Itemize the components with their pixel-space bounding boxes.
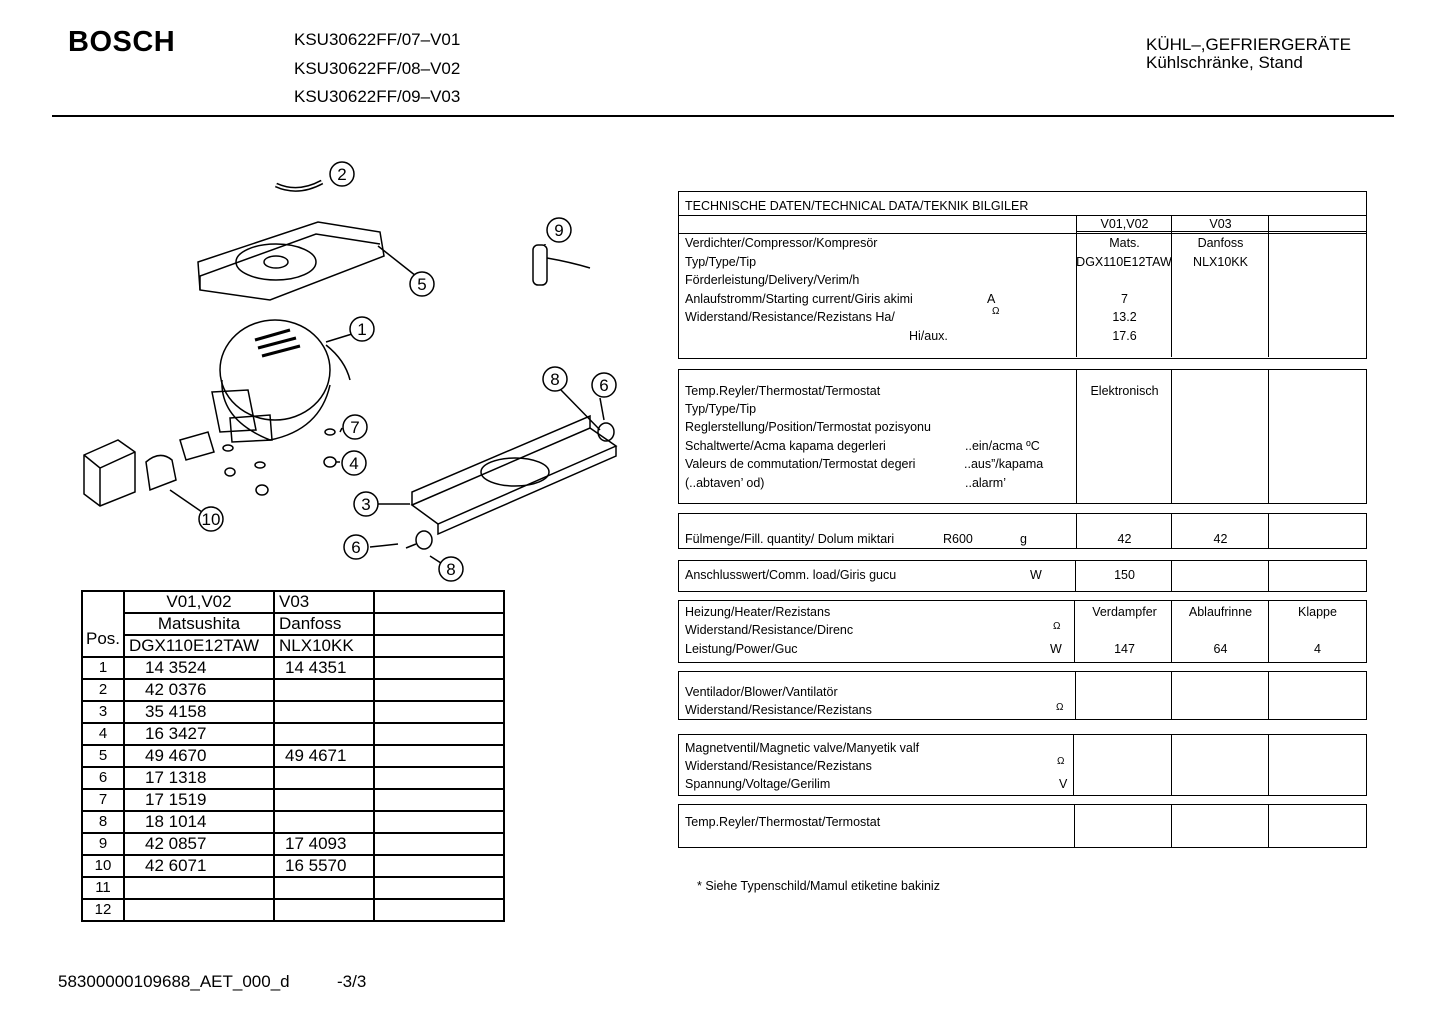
heater-power-unit: W: [1050, 642, 1062, 656]
fill-unit: g: [1020, 532, 1027, 546]
heater-label: Heizung/Heater/Rezistans: [685, 605, 831, 619]
aux-label: Hi/aux.: [909, 329, 948, 343]
callout-8b: 8: [446, 560, 456, 579]
callout-9: 9: [554, 221, 564, 240]
pos-header: Pos.: [82, 591, 124, 657]
heater-resistance-unit: Ω: [1053, 621, 1061, 632]
document-id: 58300000109688_AET_000_d: [58, 972, 290, 991]
exploded-parts-diagram: [60, 150, 660, 590]
valve-voltage-unit: V: [1059, 777, 1068, 791]
category-subtitle: Kühlschränke, Stand: [1146, 53, 1303, 72]
switch-on-label: ..ein/acma ºC: [965, 439, 1040, 453]
category-title: KÜHL–,GEFRIERGERÄTE: [1146, 35, 1351, 54]
delivery-label: Förderleistung/Delivery/Verim/h: [685, 273, 860, 287]
blower-resistance-label: Widerstand/Resistance/Rezistans: [685, 703, 872, 717]
fill-label: Fülmenge/Fill. quantity/ Dolum miktari: [685, 532, 895, 546]
valve-resistance-unit: Ω: [1057, 756, 1065, 767]
value: 147: [1114, 642, 1135, 656]
heater-power-label: Leistung/Power/Guc: [685, 642, 798, 656]
model-line-2: KSU30622FF/08–V02: [294, 59, 461, 78]
alarm-label: ..alarm’: [965, 476, 1006, 490]
value: DGX110E12TAW: [1076, 255, 1172, 269]
defrost-label: (..abtaven’ od): [685, 476, 765, 490]
load-label: Anschlusswert/Comm. load/Giris gucu: [685, 568, 897, 582]
switch-values-label: Schaltwerte/Acma kapama degerleri: [685, 439, 886, 453]
valve-resistance-label: Widerstand/Resistance/Rezistans: [685, 759, 872, 773]
brand-logo: BOSCH: [68, 26, 176, 58]
heater-col-drain: Ablaufrinne: [1188, 605, 1253, 619]
value: Danfoss: [1197, 236, 1244, 250]
parts-table: [81, 590, 505, 922]
table-row: 10 42 6071 16 5570: [82, 855, 504, 877]
table-row: 8 18 1014: [82, 811, 504, 833]
valve-label: Magnetventil/Magnetic valve/Manyetik valf: [685, 741, 920, 755]
thermostat-type-label: Typ/Type/Tip: [685, 402, 757, 416]
col2-manufacturer: Danfoss: [274, 613, 374, 635]
callout-6b: 6: [351, 538, 361, 557]
callout-4: 4: [349, 454, 359, 473]
table-row: 2 42 0376: [82, 679, 504, 701]
thermostat2-label: Temp.Reyler/Thermostat/Termostat: [685, 815, 881, 829]
thermostat-label: Temp.Reyler/Thermostat/Termostat: [685, 384, 881, 398]
model-line-3: KSU30622FF/09–V03: [294, 87, 461, 106]
heater-col-evaporator: Verdampfer: [1092, 605, 1157, 619]
thermostat-position-label: Reglerstellung/Position/Termostat pozisyonu: [685, 420, 931, 434]
value: 4: [1314, 642, 1321, 656]
empty-cell: [374, 613, 504, 635]
table-row: 5 49 4670 49 4671: [82, 745, 504, 767]
value: 42: [1213, 532, 1228, 546]
table-row: 6 17 1318: [82, 767, 504, 789]
refrigerant: R600: [943, 532, 973, 546]
value: Mats.: [1109, 236, 1140, 250]
col-v0102: V01,V02: [1100, 217, 1149, 231]
blower-unit: Ω: [1056, 702, 1064, 713]
heater-col-flap: Klappe: [1298, 605, 1337, 619]
model-line-1: KSU30622FF/07–V01: [294, 30, 461, 49]
value: 42: [1117, 532, 1132, 546]
col1-type: DGX110E12TAW: [124, 635, 274, 657]
compressor-type-label: Typ/Type/Tip: [685, 255, 757, 269]
table-row: 11: [82, 877, 504, 899]
table-row: 3 35 4158: [82, 701, 504, 723]
callout-5: 5: [417, 275, 427, 294]
callout-8: 8: [550, 370, 560, 389]
header-rule: [52, 115, 1394, 117]
table-row: 9 42 0857 17 4093: [82, 833, 504, 855]
value: 7: [1121, 292, 1128, 306]
value: 13.2: [1112, 310, 1137, 324]
empty-cell: [374, 591, 504, 613]
callout-1: 1: [357, 320, 367, 339]
col-v03: V03: [1209, 217, 1232, 231]
switch-off-label: ..aus”/kapama: [964, 457, 1044, 471]
switch-values-fr-label: Valeurs de commutation/Termostat degeri: [685, 457, 916, 471]
value: 64: [1213, 642, 1228, 656]
type-plate-note: * Siehe Typenschild/Mamul etiketine bakiniz: [697, 879, 940, 893]
table-row: 7 17 1519: [82, 789, 504, 811]
col1-variant: V01,V02: [124, 591, 274, 613]
load-unit: W: [1030, 568, 1042, 582]
page-number: -3/3: [337, 972, 367, 991]
blower-label: Ventilador/Blower/Vantilatör: [685, 685, 838, 699]
value: NLX10KK: [1193, 255, 1248, 269]
empty-cell: [374, 635, 504, 657]
value: 17.6: [1112, 329, 1137, 343]
resistance-unit: Ω: [992, 306, 1000, 317]
resistance-label: Widerstand/Resistance/Rezistans Ha/: [685, 310, 895, 324]
table-row: 1 14 3524 14 4351: [82, 657, 504, 679]
tech-title: TECHNISCHE DATEN/TECHNICAL DATA/TEKNIK BILGILER: [685, 199, 1029, 213]
callout-2: 2: [337, 165, 347, 184]
col2-variant: V03: [274, 591, 374, 613]
col2-type: NLX10KK: [274, 635, 374, 657]
heater-resistance-label: Widerstand/Resistance/Direnc: [685, 623, 854, 637]
col1-manufacturer: Matsushita: [124, 613, 274, 635]
callout-7: 7: [350, 418, 360, 437]
value: Elektronisch: [1090, 384, 1159, 398]
callout-6: 6: [599, 376, 609, 395]
starting-current-label: Anlaufstromm/Starting current/Giris akimi: [685, 292, 913, 306]
callout-3: 3: [361, 495, 371, 514]
callout-10: 10: [201, 510, 221, 529]
table-row: 4 16 3427: [82, 723, 504, 745]
valve-voltage-label: Spannung/Voltage/Gerilim: [685, 777, 831, 791]
starting-current-unit: A: [987, 292, 996, 306]
table-row: 12: [82, 899, 504, 921]
value: 150: [1114, 568, 1135, 582]
compressor-label: Verdichter/Compressor/Kompresör: [685, 236, 878, 250]
